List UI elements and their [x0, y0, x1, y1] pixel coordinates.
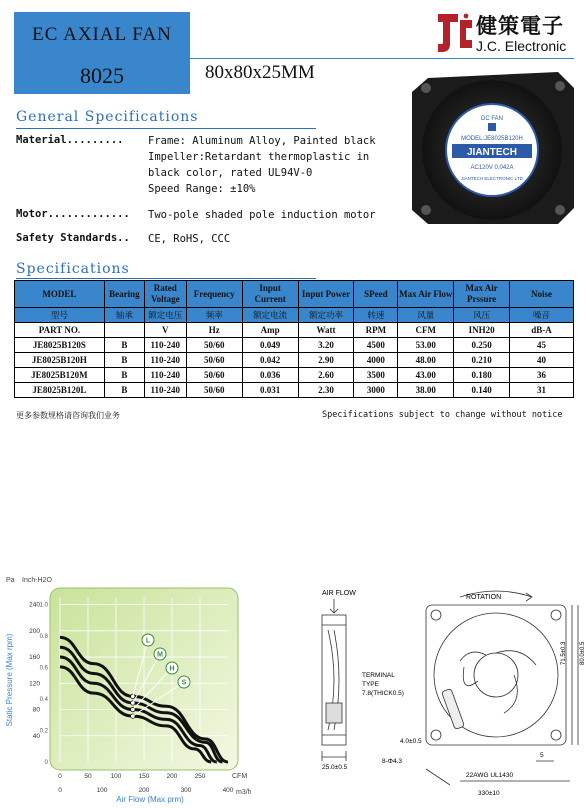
brand-name-cn: 健策電子: [476, 14, 564, 38]
x-unit-bottom: m3/h: [236, 789, 252, 796]
col-header: MODEL: [15, 281, 105, 308]
spec-unit-row: [15, 323, 574, 338]
col-header: Max Air Flow: [398, 281, 454, 308]
col-header-cn: 额定功率: [298, 308, 354, 323]
dim-hole-pitch: 71.5±0.3: [561, 641, 567, 665]
unit-cell: INH20: [454, 323, 510, 338]
table-cell: B: [104, 383, 144, 398]
general-spec-underline: [16, 128, 316, 129]
col-header-cn: 风压: [454, 308, 510, 323]
table-cell: 45: [510, 338, 574, 353]
safety-value: CE, RoHS, CCC: [148, 233, 231, 245]
table-cell: 110-240: [144, 383, 186, 398]
table-cell: 4500: [354, 338, 398, 353]
y-tick-label: 80: [32, 706, 40, 714]
table-cell: 0.049: [242, 338, 298, 353]
table-cell: 53.00: [398, 338, 454, 353]
fan-label-top: DC FAN: [480, 116, 504, 122]
table-cell: JE8025B120H: [15, 353, 105, 368]
fan-label-maker: JIANTECH ELECTRONIC LTD: [461, 176, 523, 181]
spec-header-cn-row: [15, 308, 574, 323]
brand-name-en: J.C. Electronic: [476, 38, 567, 54]
col-header: Input Power: [298, 281, 354, 308]
col-header: SPeed: [354, 281, 398, 308]
table-cell: 2.30: [298, 383, 354, 398]
unit-cell: [104, 323, 144, 338]
table-cell: B: [104, 353, 144, 368]
performance-chart: [0, 570, 260, 808]
wire-exit: [441, 688, 464, 729]
y2-tick-label: 0.8: [39, 634, 48, 641]
x-tick-label: 250: [194, 773, 206, 780]
terminal-block: [326, 703, 342, 723]
table-cell: 50/60: [186, 368, 242, 383]
unit-cell: RPM: [354, 323, 398, 338]
dim-holes: 8-Φ4.3: [382, 758, 403, 765]
col-header-cn: 额定电流: [242, 308, 298, 323]
fan-label-brand: JIANTECH: [466, 147, 518, 158]
table-cell: 0.042: [242, 353, 298, 368]
fan-photo: [408, 68, 576, 228]
table-cell: 38.00: [398, 383, 454, 398]
table-row: [15, 368, 574, 383]
unit-cell: V: [144, 323, 186, 338]
y-tick-label: 200: [29, 627, 40, 635]
specs-title: Specifications: [16, 261, 130, 277]
fan-label-logo-icon: [488, 123, 496, 131]
table-cell: JE8025B120M: [15, 368, 105, 383]
y2-tick-label: 0.2: [39, 728, 48, 735]
x-tick-label: 200: [166, 773, 178, 780]
table-cell: B: [104, 338, 144, 353]
table-cell: 2.60: [298, 368, 354, 383]
logo-mark-icon: [438, 14, 472, 52]
series-label: L: [145, 637, 151, 645]
wire-spec: 22AWG UL1430: [466, 772, 514, 779]
x-unit-top: CFM: [232, 773, 248, 780]
series-label: H: [169, 665, 175, 673]
fan-label-rating: AC120V 0.042A: [470, 165, 514, 171]
col-header-cn: 转速: [354, 308, 398, 323]
table-cell: 50/60: [186, 383, 242, 398]
fan-label-model: MODEL:JE8025B120H: [461, 136, 523, 142]
x-tick-label: 0: [58, 773, 62, 780]
unit-cell: Hz: [186, 323, 242, 338]
front-view-frame: [426, 605, 566, 745]
table-cell: 0.036: [242, 368, 298, 383]
general-spec-title: General Specifications: [16, 109, 199, 125]
mount-hole-icon: [421, 83, 431, 93]
y2-tick-label: 0: [44, 760, 48, 766]
dim-frame-size: 80.0±0.5: [580, 641, 586, 665]
table-cell: JE8025B120L: [15, 383, 105, 398]
mount-hole-icon: [551, 610, 561, 620]
x2-tick-label: 200: [138, 787, 150, 794]
col-header: Max Air Prssure: [454, 281, 510, 308]
table-cell: 31: [510, 383, 574, 398]
table-cell: 0.250: [454, 338, 510, 353]
dim-depth: 25.0±0.5: [322, 764, 348, 771]
material-line: black color, rated UL94V-0: [148, 167, 313, 179]
col-header-cn: 风量: [398, 308, 454, 323]
y2-tick-label: 0.6: [39, 665, 48, 672]
table-cell: 40: [510, 353, 574, 368]
col-header: Noise: [510, 281, 574, 308]
col-header-cn: 额定电压: [144, 308, 186, 323]
material-label: Material.........: [16, 134, 124, 146]
table-cell: 3500: [354, 368, 398, 383]
mount-hole-icon: [431, 730, 441, 740]
table-cell: 3000: [354, 383, 398, 398]
product-title: EC AXIAL FAN: [14, 12, 190, 58]
x2-tick-label: 0: [58, 787, 62, 794]
x-tick-label: 50: [84, 773, 92, 780]
col-header: Frequency: [186, 281, 242, 308]
unit-cell: dB-A: [510, 323, 574, 338]
motor-label: Motor.............: [16, 208, 130, 220]
wire-length: 330±10: [478, 790, 500, 797]
spec-header-row: [15, 281, 574, 308]
terminal-type-label: TYPE: [362, 681, 379, 688]
col-header-cn: 频率: [186, 308, 242, 323]
table-cell: 2.90: [298, 353, 354, 368]
y-unit-right: Inch-H2O: [22, 577, 52, 584]
x2-tick-label: 300: [180, 787, 192, 794]
unit-cell: Amp: [242, 323, 298, 338]
table-cell: 43.00: [398, 368, 454, 383]
safety-label: Safety Standards..: [16, 232, 130, 244]
table-cell: B: [104, 368, 144, 383]
terminal-label: TERMINAL: [362, 672, 395, 679]
mount-hole-icon: [555, 81, 565, 91]
table-cell: 50/60: [186, 338, 242, 353]
footnote-en: Specifications subject to change without notice: [322, 410, 563, 420]
col-header-cn: 型号: [15, 308, 105, 323]
series-label: M: [157, 651, 163, 659]
mount-hole-icon: [555, 205, 565, 215]
mount-hole-icon: [551, 730, 561, 740]
dim-wire-offset: 5: [540, 752, 544, 759]
table-cell: 110-240: [144, 368, 186, 383]
header-divider: [190, 58, 574, 59]
y-tick-label: 120: [29, 680, 40, 688]
material-line: Impeller:Retardant thermoplastic in: [148, 151, 370, 163]
col-header: Input Current: [242, 281, 298, 308]
x-axis-label: Air Flow (Max prm): [116, 795, 184, 804]
y-unit-left: Pa: [6, 577, 15, 584]
y-axis-label: Static Pressure (Max rpm): [5, 633, 14, 727]
mount-hole-icon: [431, 610, 441, 620]
x-tick-label: 150: [138, 773, 150, 780]
dim-thickness: 4.0±0.5: [400, 738, 422, 745]
y-tick-label: 160: [29, 654, 40, 662]
terminal-spec: 7.8(THICK0.5): [362, 690, 404, 697]
table-cell: 3.20: [298, 338, 354, 353]
unit-cell: Watt: [298, 323, 354, 338]
y-tick-label: 40: [32, 732, 40, 740]
unit-cell: CFM: [398, 323, 454, 338]
air-flow-label: AIR FLOW: [322, 590, 356, 597]
y-tick-label: 240: [29, 601, 40, 609]
col-header: Bearing: [104, 281, 144, 308]
table-cell: 0.031: [242, 383, 298, 398]
spec-table: [14, 280, 574, 398]
table-cell: 50/60: [186, 353, 242, 368]
series-label: S: [181, 679, 187, 687]
table-cell: 110-240: [144, 353, 186, 368]
table-cell: 48.00: [398, 353, 454, 368]
mount-hole-icon: [421, 205, 431, 215]
table-cell: 36: [510, 368, 574, 383]
y2-tick-label: 0.4: [39, 697, 48, 704]
model-number: 8025: [14, 58, 190, 94]
y2-tick-label: 1.0: [39, 602, 48, 609]
specs-underline: [16, 278, 316, 279]
table-cell: 0.210: [454, 353, 510, 368]
table-cell: 110-240: [144, 338, 186, 353]
table-row: [15, 353, 574, 368]
material-line: Frame: Aluminum Alloy, Painted black: [148, 135, 376, 147]
col-header: Rated Voltage: [144, 281, 186, 308]
table-cell: 0.140: [454, 383, 510, 398]
x-tick-label: 100: [110, 773, 122, 780]
col-header-cn: 噪音: [510, 308, 574, 323]
table-cell: 4000: [354, 353, 398, 368]
dimension-drawing: [300, 585, 586, 809]
table-cell: JE8025B120S: [15, 338, 105, 353]
rotation-label: ROTATION: [466, 594, 502, 601]
table-cell: 0.180: [454, 368, 510, 383]
table-row: [15, 383, 574, 398]
fan-size: 80x80x25MM: [205, 62, 315, 83]
material-value: [148, 133, 376, 197]
front-view-hub: [474, 653, 518, 697]
table-row: [15, 338, 574, 353]
footnote-cn: 更多参数规格请咨询我们业务: [16, 411, 120, 420]
unit-cell: PART NO.: [15, 323, 105, 338]
x2-tick-label: 100: [96, 787, 108, 794]
motor-value: Two-pole shaded pole induction motor: [148, 209, 376, 221]
series-point: [131, 701, 135, 705]
col-header-cn: 轴承: [104, 308, 144, 323]
x2-tick-label: 400: [222, 787, 234, 794]
material-line: Speed Range: ±10%: [148, 183, 256, 195]
